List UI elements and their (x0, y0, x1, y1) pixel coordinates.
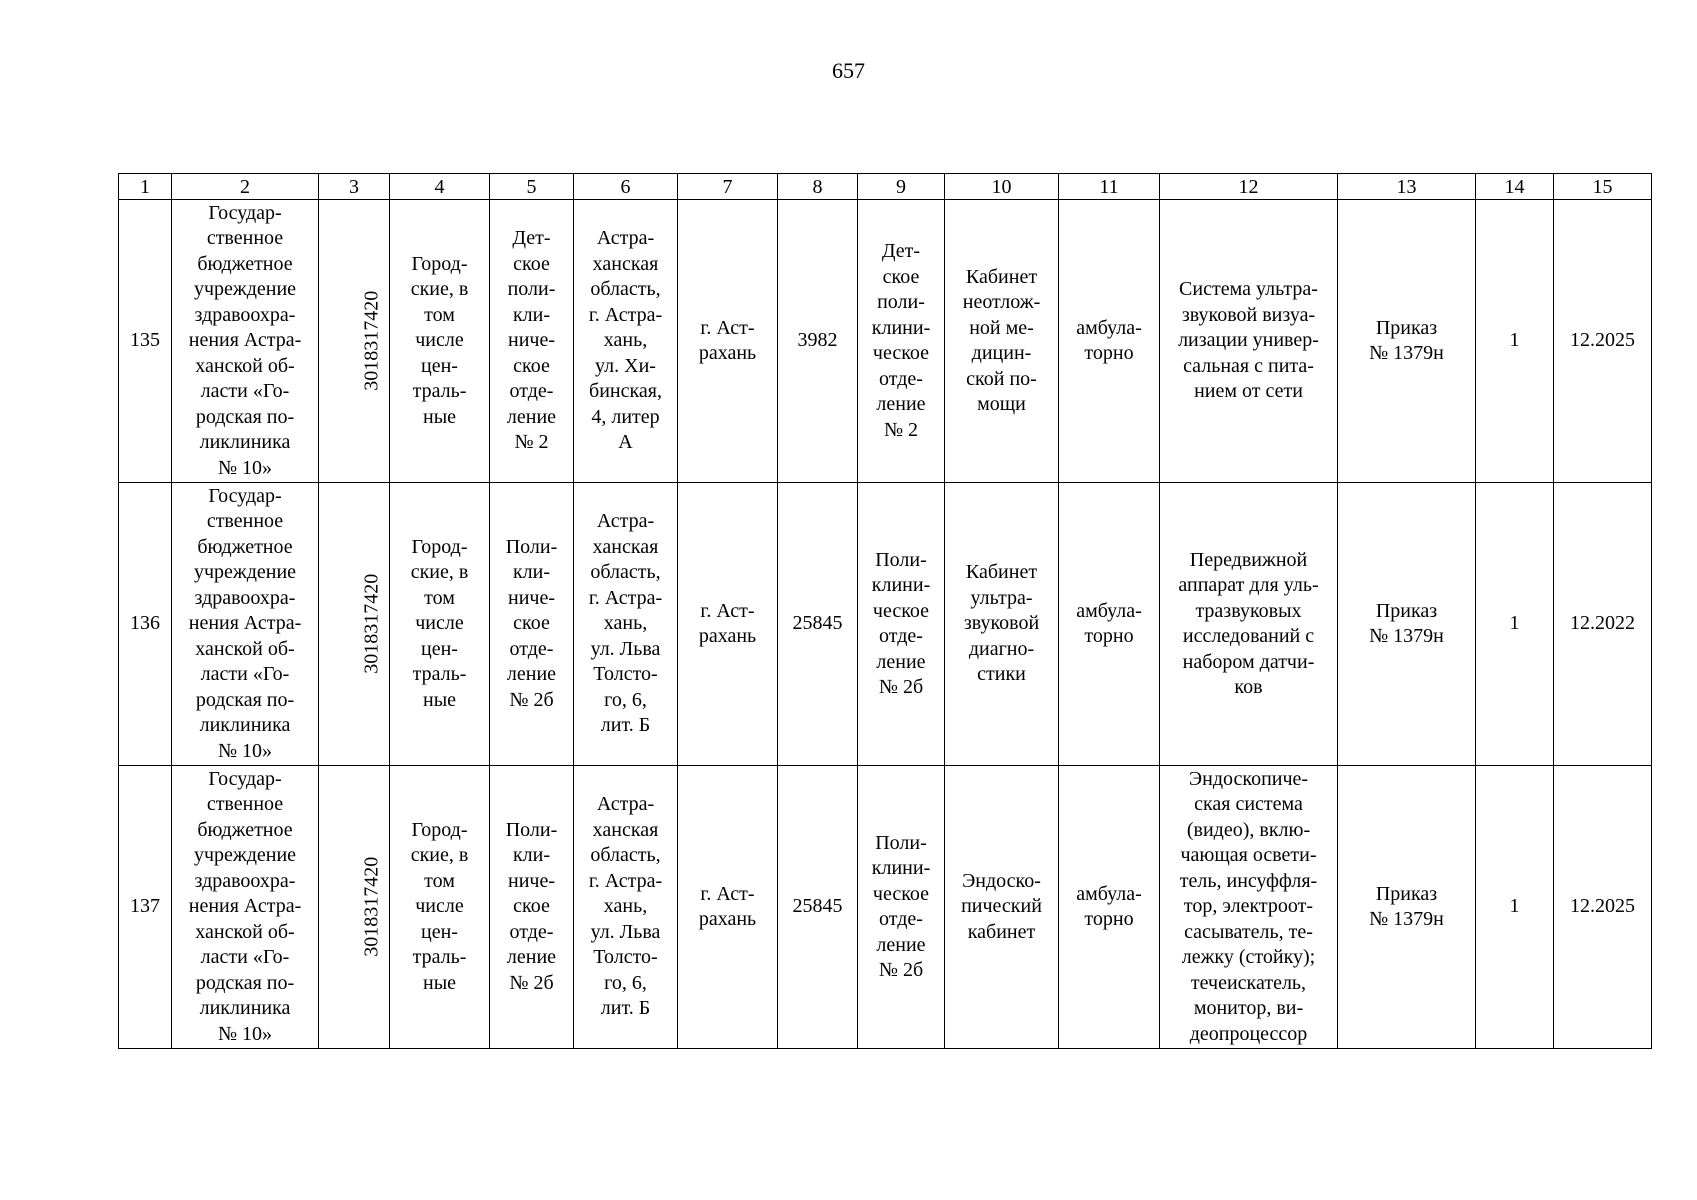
city-cell: г. Аст- рахань (678, 766, 778, 1049)
column-number-header: 4 (390, 174, 490, 200)
settlement-type-cell: Город- ские, в том числе цен- траль- ные (390, 483, 490, 766)
code-cell: 25845 (778, 483, 858, 766)
city-cell: г. Аст- рахань (678, 200, 778, 483)
row-number-cell: 136 (119, 483, 172, 766)
table-row (119, 766, 1652, 1049)
address-cell: Астра- ханская область, г. Астра- хань, ул. Хи- бинская, 4, литер А (574, 200, 678, 483)
row-number-cell: 135 (119, 200, 172, 483)
settlement-type-cell: Город- ские, в том числе цен- траль- ные (390, 766, 490, 1049)
quantity-cell: 1 (1476, 483, 1554, 766)
table-row (119, 200, 1652, 483)
inn-vertical-text: 3018317420 (360, 574, 383, 674)
column-number-header: 3 (319, 174, 390, 200)
code-cell: 3982 (778, 200, 858, 483)
city-cell: г. Аст- рахань (678, 483, 778, 766)
column-number-header: 5 (490, 174, 574, 200)
table-header-row (119, 174, 1652, 200)
column-number-header: 6 (574, 174, 678, 200)
column-number-header: 2 (172, 174, 319, 200)
column-number-header: 13 (1338, 174, 1476, 200)
address-cell: Астра- ханская область, г. Астра- хань, ул. Льва Толсто- го, 6, лит. Б (574, 766, 678, 1049)
date-cell: 12.2025 (1554, 766, 1652, 1049)
department-cell: Дет- ское поли- кли- ниче- ское отде- ление № 2 (490, 200, 574, 483)
care-form-cell: амбула- торно (1059, 483, 1160, 766)
cabinet-cell: Кабинет ультра- звуковой диагно- стики (945, 483, 1059, 766)
cabinet-cell: Кабинет неотлож- ной ме- дицин- ской по- мощи (945, 200, 1059, 483)
order-cell: Приказ № 1379н (1338, 766, 1476, 1049)
code-cell: 25845 (778, 766, 858, 1049)
cabinet-cell: Эндоско- пический кабинет (945, 766, 1059, 1049)
equipment-cell: Передвижной аппарат для уль- тразвуковых исследований с набором датчи- ков (1160, 483, 1338, 766)
row-number-cell: 137 (119, 766, 172, 1049)
equipment-cell: Система ультра- звуковой визуа- лизации универ- сальная с пита- нием от сети (1160, 200, 1338, 483)
date-cell: 12.2025 (1554, 200, 1652, 483)
column-number-header: 7 (678, 174, 778, 200)
equipment-table (118, 173, 1652, 1049)
column-number-header: 1 (119, 174, 172, 200)
institution-name-cell: Государ- ственное бюджетное учреждение здравоохра- нения Астра- ханской об- ласти «Го- родская по- ликлиника № 10» (172, 200, 319, 483)
column-number-header: 12 (1160, 174, 1338, 200)
column-number-header: 11 (1059, 174, 1160, 200)
institution-name-cell: Государ- ственное бюджетное учреждение здравоохра- нения Астра- ханской об- ласти «Го- родская по- ликлиника № 10» (172, 766, 319, 1049)
column-number-header: 15 (1554, 174, 1652, 200)
institution-name-cell: Государ- ственное бюджетное учреждение здравоохра- нения Астра- ханской об- ласти «Го- родская по- ликлиника № 10» (172, 483, 319, 766)
subdivision-cell: Дет- ское поли- клини- ческое отде- ление № 2 (858, 200, 945, 483)
inn-cell (319, 200, 390, 483)
address-cell: Астра- ханская область, г. Астра- хань, ул. Льва Толсто- го, 6, лит. Б (574, 483, 678, 766)
department-cell: Поли- кли- ниче- ское отде- ление № 2б (490, 483, 574, 766)
column-number-header: 9 (858, 174, 945, 200)
column-number-header: 8 (778, 174, 858, 200)
inn-cell (319, 766, 390, 1049)
quantity-cell: 1 (1476, 766, 1554, 1049)
inn-vertical-text: 3018317420 (360, 857, 383, 957)
column-number-header: 10 (945, 174, 1059, 200)
subdivision-cell: Поли- клини- ческое отде- ление № 2б (858, 483, 945, 766)
order-cell: Приказ № 1379н (1338, 483, 1476, 766)
settlement-type-cell: Город- ские, в том числе цен- траль- ные (390, 200, 490, 483)
quantity-cell: 1 (1476, 200, 1554, 483)
order-cell: Приказ № 1379н (1338, 200, 1476, 483)
table-row (119, 483, 1652, 766)
column-number-header: 14 (1476, 174, 1554, 200)
inn-cell (319, 483, 390, 766)
equipment-cell: Эндоскопиче- ская система (видео), вклю- чающая освети- тель, инсуффля- тор, электроот- сасыватель, те- лежку (стойку); течеискатель, монитор, ви- деопроцессор (1160, 766, 1338, 1049)
date-cell: 12.2022 (1554, 483, 1652, 766)
department-cell: Поли- кли- ниче- ское отде- ление № 2б (490, 766, 574, 1049)
inn-vertical-text: 3018317420 (360, 291, 383, 391)
subdivision-cell: Поли- клини- ческое отде- ление № 2б (858, 766, 945, 1049)
page-number: 657 (832, 58, 865, 83)
care-form-cell: амбула- торно (1059, 766, 1160, 1049)
care-form-cell: амбула- торно (1059, 200, 1160, 483)
